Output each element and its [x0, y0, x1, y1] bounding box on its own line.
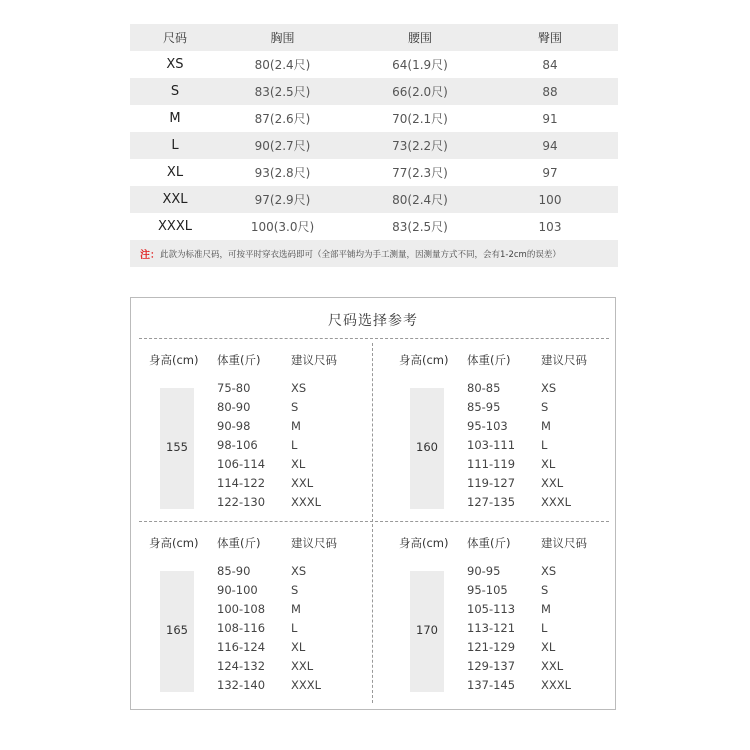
weight-size-list — [467, 378, 591, 511]
col-size-label: 建议尺码 — [291, 536, 337, 550]
list-item — [467, 618, 591, 637]
list-item — [217, 675, 341, 694]
suggested-size: XXXL — [291, 677, 322, 692]
weight-range: 98-106 — [217, 437, 258, 452]
col-weight-label: 体重(斤) — [217, 536, 261, 550]
list-item — [467, 378, 591, 397]
bust-cell: 90(2.7尺) — [254, 139, 311, 153]
col-size-label: 建议尺码 — [541, 536, 587, 550]
measurement-note — [130, 240, 618, 267]
col-height-label: 身高(cm) — [149, 353, 199, 367]
weight-range: 127-135 — [467, 494, 516, 509]
weight-range: 95-103 — [467, 418, 508, 433]
waist-cell: 77(2.3尺) — [392, 166, 448, 180]
height-value: 165 — [166, 623, 188, 637]
waist-cell: 80(2.4尺) — [392, 193, 448, 207]
reference-title: 尺码选择参考 — [328, 313, 418, 329]
weight-range: 137-145 — [467, 677, 516, 692]
suggested-size: M — [541, 418, 551, 433]
suggested-size: XXL — [291, 475, 314, 490]
list-item — [217, 435, 341, 454]
list-item — [217, 656, 341, 675]
reference-block-165 — [139, 529, 369, 709]
weight-range: 108-116 — [217, 620, 266, 635]
suggested-size: L — [291, 437, 298, 452]
list-item — [467, 473, 591, 492]
suggested-size: S — [291, 582, 299, 597]
header-waist: 腰围 — [407, 31, 432, 45]
suggested-size: XXL — [541, 658, 564, 673]
size-cell: M — [169, 111, 181, 126]
bust-cell: 100(3.0尺) — [250, 220, 315, 234]
size-cell: XXXL — [158, 219, 192, 234]
col-height-label: 身高(cm) — [399, 536, 449, 550]
size-cell: XS — [166, 57, 184, 72]
col-weight-label: 体重(斤) — [467, 353, 511, 367]
reference-block-170 — [389, 529, 619, 709]
size-row — [130, 159, 618, 186]
list-item — [467, 397, 591, 416]
hip-cell: 88 — [542, 84, 558, 99]
header-size: 尺码 — [162, 31, 187, 45]
reference-block-160 — [389, 346, 619, 526]
list-item — [467, 675, 591, 694]
list-item — [467, 435, 591, 454]
weight-size-list — [217, 378, 341, 511]
col-height-label: 身高(cm) — [399, 353, 449, 367]
waist-cell: 64(1.9尺) — [392, 58, 448, 72]
suggested-size: XL — [291, 639, 306, 654]
weight-range: 121-129 — [467, 639, 516, 654]
weight-range: 90-100 — [217, 582, 258, 597]
suggested-size: S — [291, 399, 299, 414]
list-item — [217, 618, 341, 637]
suggested-size: S — [541, 399, 549, 414]
suggested-size: M — [291, 418, 301, 433]
weight-range: 80-85 — [467, 380, 501, 395]
suggested-size: XXXL — [291, 494, 322, 509]
size-cell: XL — [166, 165, 184, 180]
hip-cell: 84 — [542, 57, 558, 72]
header-bust: 胸围 — [270, 31, 295, 45]
col-weight-label: 体重(斤) — [467, 536, 511, 550]
weight-range: 80-90 — [217, 399, 251, 414]
header-hip: 臀围 — [537, 31, 562, 45]
size-chart-header — [130, 24, 618, 51]
weight-range: 116-124 — [217, 639, 266, 654]
suggested-size: M — [291, 601, 301, 616]
size-row — [130, 213, 618, 240]
weight-range: 129-137 — [467, 658, 516, 673]
hip-cell: 97 — [542, 165, 558, 180]
weight-range: 122-130 — [217, 494, 266, 509]
waist-cell: 83(2.5尺) — [392, 220, 448, 234]
suggested-size: XXXL — [541, 677, 572, 692]
reference-block-155 — [139, 346, 369, 526]
weight-range: 113-121 — [467, 620, 516, 635]
weight-range: 100-108 — [217, 601, 266, 616]
list-item — [217, 599, 341, 618]
list-item — [217, 397, 341, 416]
weight-range: 85-95 — [467, 399, 501, 414]
list-item — [217, 378, 341, 397]
list-item — [467, 580, 591, 599]
height-value: 155 — [166, 440, 188, 454]
divider-line — [372, 343, 373, 703]
list-item — [467, 416, 591, 435]
weight-range: 103-111 — [467, 437, 516, 452]
weight-range: 85-90 — [217, 563, 251, 578]
weight-range: 90-95 — [467, 563, 501, 578]
list-item — [467, 599, 591, 618]
suggested-size: M — [541, 601, 551, 616]
weight-range: 90-98 — [217, 418, 251, 433]
list-item — [467, 454, 591, 473]
col-size-label: 建议尺码 — [291, 353, 337, 367]
waist-cell: 66(2.0尺) — [392, 85, 448, 99]
size-reference-panel — [130, 297, 616, 710]
list-item — [217, 580, 341, 599]
bust-cell: 83(2.5尺) — [254, 85, 311, 99]
list-item — [467, 656, 591, 675]
list-item — [467, 637, 591, 656]
size-cell: L — [171, 138, 179, 153]
bust-cell: 87(2.6尺) — [254, 112, 311, 126]
list-item — [217, 416, 341, 435]
hip-cell: 91 — [542, 111, 558, 126]
suggested-size: XS — [291, 563, 307, 578]
weight-range: 106-114 — [217, 456, 266, 471]
size-row — [130, 186, 618, 213]
suggested-size: S — [541, 582, 549, 597]
weight-range: 119-127 — [467, 475, 516, 490]
weight-range: 95-105 — [467, 582, 508, 597]
suggested-size: XXXL — [541, 494, 572, 509]
suggested-size: XS — [541, 380, 557, 395]
weight-range: 132-140 — [217, 677, 266, 692]
col-weight-label: 体重(斤) — [217, 353, 261, 367]
height-value: 170 — [416, 623, 438, 637]
list-item — [467, 561, 591, 580]
note-label: 注： — [140, 250, 160, 261]
weight-size-list — [467, 561, 591, 694]
list-item — [217, 637, 341, 656]
weight-range: 114-122 — [217, 475, 266, 490]
waist-cell: 70(2.1尺) — [392, 112, 448, 126]
suggested-size: XXL — [291, 658, 314, 673]
size-row — [130, 105, 618, 132]
suggested-size: XL — [541, 456, 556, 471]
suggested-size: XS — [541, 563, 557, 578]
list-item — [217, 492, 341, 511]
list-item — [217, 473, 341, 492]
suggested-size: XL — [541, 639, 556, 654]
note-text: 此款为标准尺码，可按平时穿衣选码即可（全部平铺均为手工测量，因测量方式不同，会有1-2cm的误差） — [160, 249, 561, 260]
size-row — [130, 132, 618, 159]
weight-range: 105-113 — [467, 601, 516, 616]
divider-line — [139, 338, 609, 339]
weight-size-list — [217, 561, 341, 694]
weight-range: 111-119 — [467, 456, 516, 471]
list-item — [467, 492, 591, 511]
bust-cell: 80(2.4尺) — [254, 58, 311, 72]
size-cell: S — [170, 84, 180, 99]
bust-cell: 93(2.8尺) — [254, 166, 311, 180]
bust-cell: 97(2.9尺) — [254, 193, 311, 207]
size-chart-table — [130, 24, 618, 267]
waist-cell: 73(2.2尺) — [392, 139, 448, 153]
suggested-size: L — [291, 620, 298, 635]
hip-cell: 103 — [538, 219, 562, 234]
suggested-size: XXL — [541, 475, 564, 490]
col-height-label: 身高(cm) — [149, 536, 199, 550]
height-value: 160 — [416, 440, 438, 454]
suggested-size: L — [541, 437, 548, 452]
size-cell: XXL — [162, 192, 188, 207]
size-row — [130, 78, 618, 105]
col-size-label: 建议尺码 — [541, 353, 587, 367]
size-row — [130, 51, 618, 78]
weight-range: 124-132 — [217, 658, 266, 673]
list-item — [217, 561, 341, 580]
hip-cell: 94 — [542, 138, 558, 153]
weight-range: 75-80 — [217, 380, 251, 395]
hip-cell: 100 — [538, 192, 562, 207]
suggested-size: XS — [291, 380, 307, 395]
suggested-size: L — [541, 620, 548, 635]
suggested-size: XL — [291, 456, 306, 471]
list-item — [217, 454, 341, 473]
